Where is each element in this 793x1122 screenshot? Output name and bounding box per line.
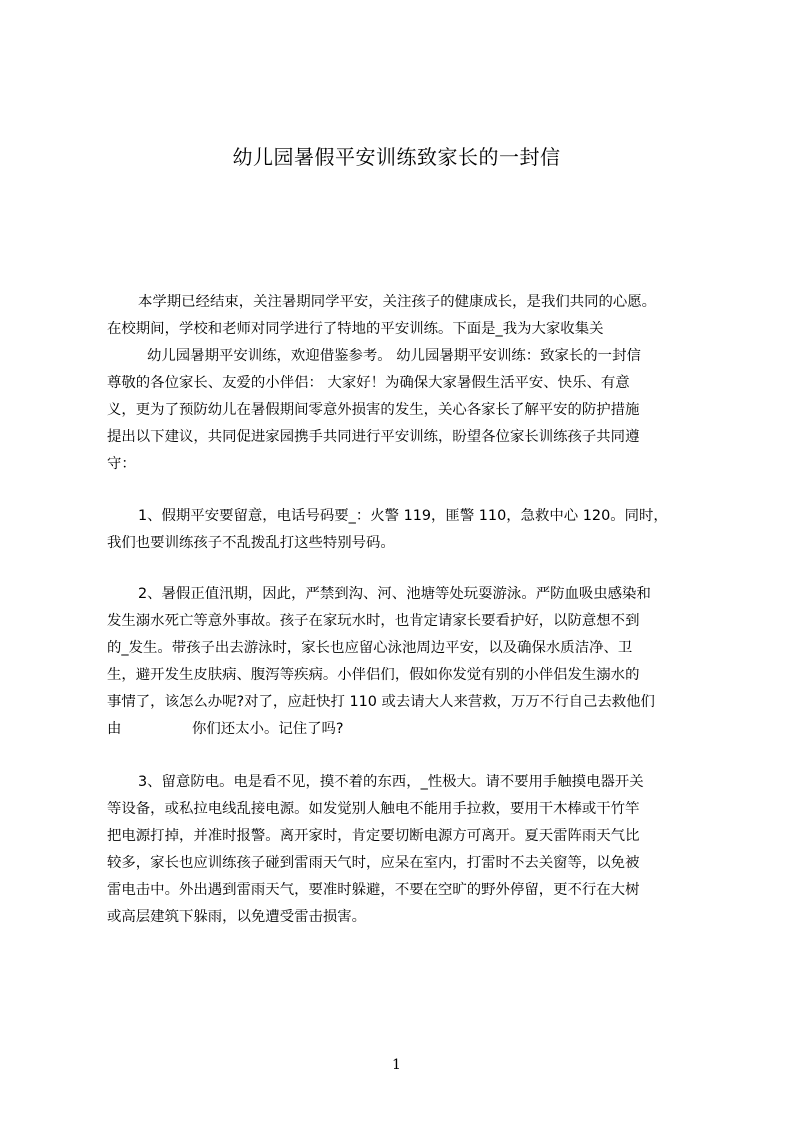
- section1-line: 我们也要训练孩子不乱拨乱打这些特别号码。: [107, 535, 395, 551]
- intro-line: 尊敬的各位家长、友爱的小伴侣： 大家好！为确保大家暑假生活平安、快乐、有意: [107, 375, 630, 391]
- section2-line: 你们还太小。记住了吗?: [192, 721, 344, 737]
- section3-line: 3、留意防电。电是看不见，摸不着的东西，_性极大。请不要用手触摸电器开关: [138, 774, 644, 790]
- section2-line: 由: [107, 721, 122, 737]
- section3-line: 或高层建筑下躲雨，以免遭受雷击损害。: [107, 909, 367, 925]
- section3-line: 雷电击中。外出遇到雷雨天气，要准时躲避，不要在空旷的野外停留，更不行在大树: [107, 882, 640, 898]
- intro-line: 义，更为了预防幼儿在暑假期间零意外损害的发生，关心各家长了解平安的防护措施: [107, 402, 640, 418]
- section1-line: 1、假期平安要留意，电话号码要_：火警 119，匪警 110，急救中心 120。同时，: [138, 508, 668, 524]
- section2-line: 的_发生。带孩子出去游泳时，家长也应留心泳池周边平安，以及确保水质洁净、卫: [107, 640, 633, 656]
- intro-line: 在校期间，学校和老师对同学进行了特地的平安训练。下面是_我为大家收集关: [107, 321, 604, 337]
- section3-line: 把电源打掉，并准时报警。离开家时，肯定要切断电源方可离开。夏天雷阵雨天气比: [107, 828, 640, 844]
- section2-line: 生，避开发生皮肤病、腹泻等疾病。小伴侣们，假如你发觉有别的小伴侣发生溺水的: [107, 667, 640, 683]
- intro-line: 守：: [107, 456, 136, 472]
- section2-line: 发生溺水死亡等意外事故。孩子在家玩水时，也肯定请家长要看护好，以防意想不到: [107, 613, 640, 629]
- section3-line: 较多，家长也应训练孩子碰到雷雨天气时，应呆在室内，打雷时不去关窗等，以免被: [107, 855, 640, 871]
- document-title: 幼儿园暑假平安训练致家长的一封信: [232, 145, 561, 169]
- section2-line: 事情了，该怎么办呢?对了，应赶快打 110 或去请大人来营救，万万不行自己去救他们: [107, 694, 655, 710]
- page-number: 1: [392, 1057, 401, 1073]
- section3-line: 等设备，或私拉电线乱接电源。如发觉别人触电不能用手拉救，要用干木棒或干竹竿: [107, 801, 640, 817]
- intro-line: 本学期已经结束，关注暑期同学平安，关注孩子的健康成长，是我们共同的心愿。: [138, 294, 657, 310]
- intro-line: 提出以下建议，共同促进家园携手共同进行平安训练，盼望各位家长训练孩子共同遵: [107, 429, 640, 445]
- intro-line: 幼儿园暑期平安训练，欢迎借鉴参考。 幼儿园暑期平安训练：致家长的一封信: [147, 348, 641, 364]
- section2-line: 2、暑假正值汛期，因此，严禁到沟、河、池塘等处玩耍游泳。严防血吸虫感染和: [138, 586, 651, 602]
